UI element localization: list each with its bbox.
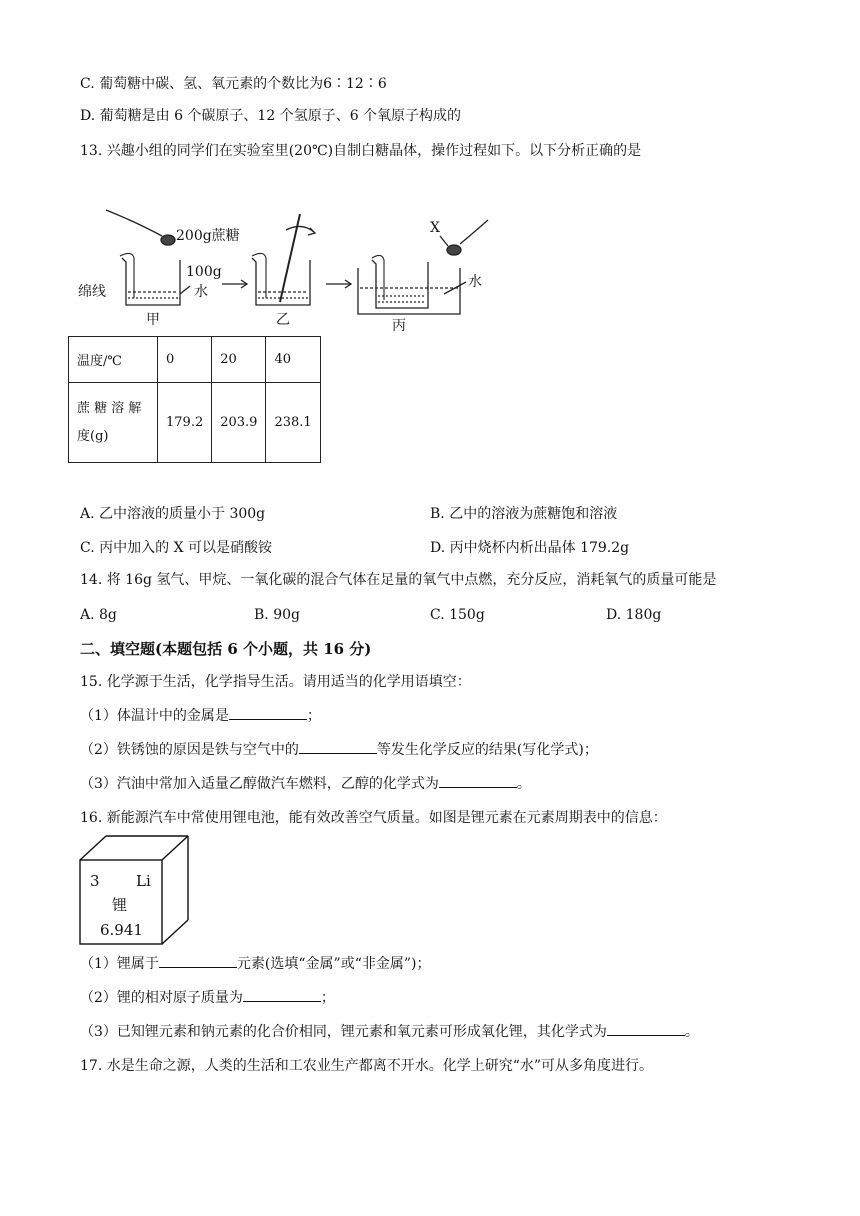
q15-item-3: （3）汽油中常加入适量乙醇做汽车燃料，乙醇的化学式为 。 <box>80 776 531 792</box>
water-label: 水 <box>194 284 208 300</box>
arrow-icon <box>326 280 351 288</box>
q14-option-d: D. 180g <box>606 607 662 623</box>
atomic-number: 3 <box>90 872 100 890</box>
q14-option-c: C. 150g <box>430 607 485 623</box>
arrow-icon <box>222 280 247 288</box>
answer-blank[interactable] <box>607 1022 685 1036</box>
spoon-icon <box>106 210 175 245</box>
table-header-temperature: 温度/℃ <box>69 337 158 383</box>
beaker-jia-label: 甲 <box>146 312 160 328</box>
q15-item-1: （1）体温计中的金属是 ； <box>80 708 321 724</box>
section-heading: 二、填空题(本题包括 6 个小题，共 16 分) <box>80 640 372 658</box>
lithium-element-card <box>78 834 198 946</box>
table-cell: 40 <box>266 337 320 383</box>
table-cell: 20 <box>212 337 266 383</box>
table-cell: 0 <box>158 337 212 383</box>
table-cell: 238.1 <box>266 383 320 463</box>
question-16: 16. 新能源汽车中常使用锂电池，能有效改善空气质量。如图是锂元素在元素周期表中的信息： <box>80 810 667 826</box>
table-header-solubility <box>69 383 158 463</box>
beaker-bing <box>358 255 460 314</box>
water-label-2: 水 <box>468 274 482 290</box>
q12-option-c: C. 葡萄糖中碳、氢、氧元素的个数比为6∶12∶6 <box>80 76 387 92</box>
solubility-table <box>68 336 321 463</box>
q16-item-1: （1）锂属于 元素(选填“金属”或“非金属”)； <box>80 956 431 972</box>
question-14: 14. 将 16g 氢气、甲烷、一氧化碳的混合气体在足量的氧气中点燃，充分反应，消耗氧气的质量可能是 <box>80 572 717 588</box>
crystallization-diagram <box>76 200 496 336</box>
question-17: 17. 水是生命之源，人类的生活和工农业生产都离不开水。化学上研究“水”可从多角度进行。 <box>80 1058 654 1074</box>
answer-blank[interactable] <box>299 740 377 754</box>
table-cell: 179.2 <box>158 383 212 463</box>
question-13: 13. 兴趣小组的同学们在实验室里(20℃)自制白糖晶体，操作过程如下。以下分析正确的是 <box>80 143 642 159</box>
x-label: X <box>430 220 440 236</box>
answer-blank[interactable] <box>439 774 517 788</box>
element-symbol: Li <box>136 872 151 890</box>
q13-option-b: B. 乙中的溶液为蔗糖饱和溶液 <box>430 506 618 522</box>
beaker-yi-label: 乙 <box>276 312 290 328</box>
q13-option-a: A. 乙中溶液的质量小于 300g <box>80 506 266 522</box>
beaker-jia <box>120 253 180 305</box>
solubility-label-b: 度(g) <box>77 428 109 444</box>
beaker-yi <box>252 214 315 305</box>
q14-option-a: A. 8g <box>80 607 117 623</box>
q13-option-d: D. 丙中烧杯内析出晶体 179.2g <box>430 540 630 556</box>
q14-option-b: B. 90g <box>254 607 300 623</box>
answer-blank[interactable] <box>159 954 237 968</box>
table-cell: 203.9 <box>212 383 266 463</box>
q16-item-2: （2）锂的相对原子质量为 ； <box>80 990 335 1006</box>
question-15: 15. 化学源于生活，化学指导生活。请用适当的化学用语填空： <box>80 674 471 690</box>
q13-option-c: C. 丙中加入的 X 可以是硝酸铵 <box>80 540 272 556</box>
q12-option-d: D. 葡萄糖是由 6 个碳原子、12 个氢原子、6 个氧原子构成的 <box>80 108 462 124</box>
spoon-icon <box>447 220 488 255</box>
solubility-label-a: 蔗 糖 溶 解 <box>77 400 142 416</box>
q16-item-3: （3）已知锂元素和钠元素的化合价相同，锂元素和氧元素可形成氧化锂，其化学式为 。 <box>80 1024 699 1040</box>
beaker-bing-label: 丙 <box>392 318 406 334</box>
thread-label: 绵线 <box>78 284 106 300</box>
answer-blank[interactable] <box>243 988 321 1002</box>
sugar-label: 200g蔗糖 <box>176 228 240 244</box>
q15-item-2: （2）铁锈蚀的原因是铁与空气中的 等发生化学反应的结果(写化学式)； <box>80 742 598 758</box>
answer-blank[interactable] <box>229 706 307 720</box>
atomic-mass: 6.941 <box>100 921 143 939</box>
water-amount: 100g <box>186 264 222 280</box>
element-name: 锂 <box>112 896 128 914</box>
